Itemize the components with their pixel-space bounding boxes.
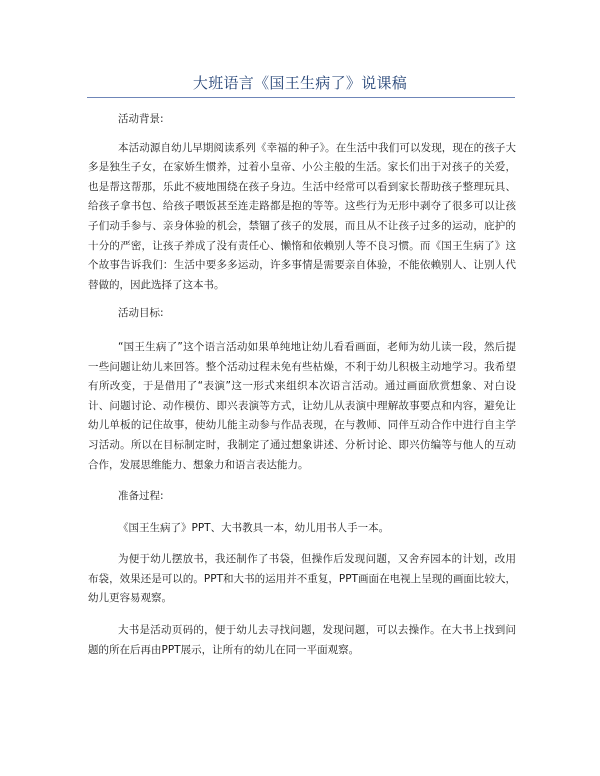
document-title: 大班语言《国王生病了》说课稿: [192, 74, 408, 92]
section-heading-goals: 活动目标:: [118, 307, 164, 320]
title-underline: [87, 97, 515, 98]
section-heading-preparation: 准备过程:: [118, 490, 164, 503]
document-body: [88, 110, 516, 660]
preparation-paragraph-1: 《国王生病了》PPT、大书教具一本，幼儿用书人手一本。: [118, 521, 390, 534]
preparation-paragraph-2: 为便于幼儿摆放书，我还制作了书袋，但操作后发现问题，又舍弃园本的计划，改用布袋，效果还是可以的。PPT和大书的运用并不重复，PPT画面在电视上呈现的画面比较大，幼儿更容易观察。: [88, 553, 516, 605]
goals-paragraph: “国王生病了”这个语言活动如果单纯地让幼儿看看画面，老师为幼儿读一段，然后提一些问题让幼儿来回答。整个活动过程未免有些枯燥，不利于幼儿积极主动地学习。我希望有所改变，于是借用了“表演”这一形式来组织本次语言活动。通过画面欣赏想象、对白设计、问题讨论、动作模仿、即兴表演等方式，让幼儿从表演中理解故事要点和内容，避免让幼儿单板的记住故事，使幼儿能主动参与作品表现，在与教师、同伴互动合作中进行自主学习活动。所以在目标制定时，我制定了通过想象讲述、分析讨论、即兴仿编等与他人的互动合作，发展思维能力、想象力和语言表达能力。: [88, 340, 516, 471]
background-paragraph: 本活动源自幼儿早期阅读系列《幸福的种子》。在生活中我们可以发现，现在的孩子大多是独生子女，在家娇生惯养，过着小皇帝、小公主般的生活。家长们出于对孩子的关爱，也是帮这帮那，乐此不疲地围绕在孩子身边。生活中经常可以看到家长帮助孩子整理玩具、给孩子拿书包、给孩子喂饭甚至连走路都是抱的等等。这些行为无形中剥夺了很多可以让孩子们动手参与、亲身体验的机会，禁锢了孩子的发展，而且从不让孩子过多的运动，庇护的十分的严密，让孩子养成了没有责任心、懒惰和依赖别人等不良习惯。而《国王生病了》这个故事告诉我们：生活中要多多运动，许多事情是需要亲自体验，不能依赖别人、让别人代替做的，因此选择了这本书。: [88, 141, 516, 291]
section-heading-background: 活动背景:: [118, 113, 164, 125]
preparation-paragraph-3: 大书是活动页码的，便于幼儿去寻找问题，发现问题，可以去操作。在大书上找到问题的所在后再由PPT展示，让所有的幼儿在同一平面观察。: [88, 624, 516, 656]
